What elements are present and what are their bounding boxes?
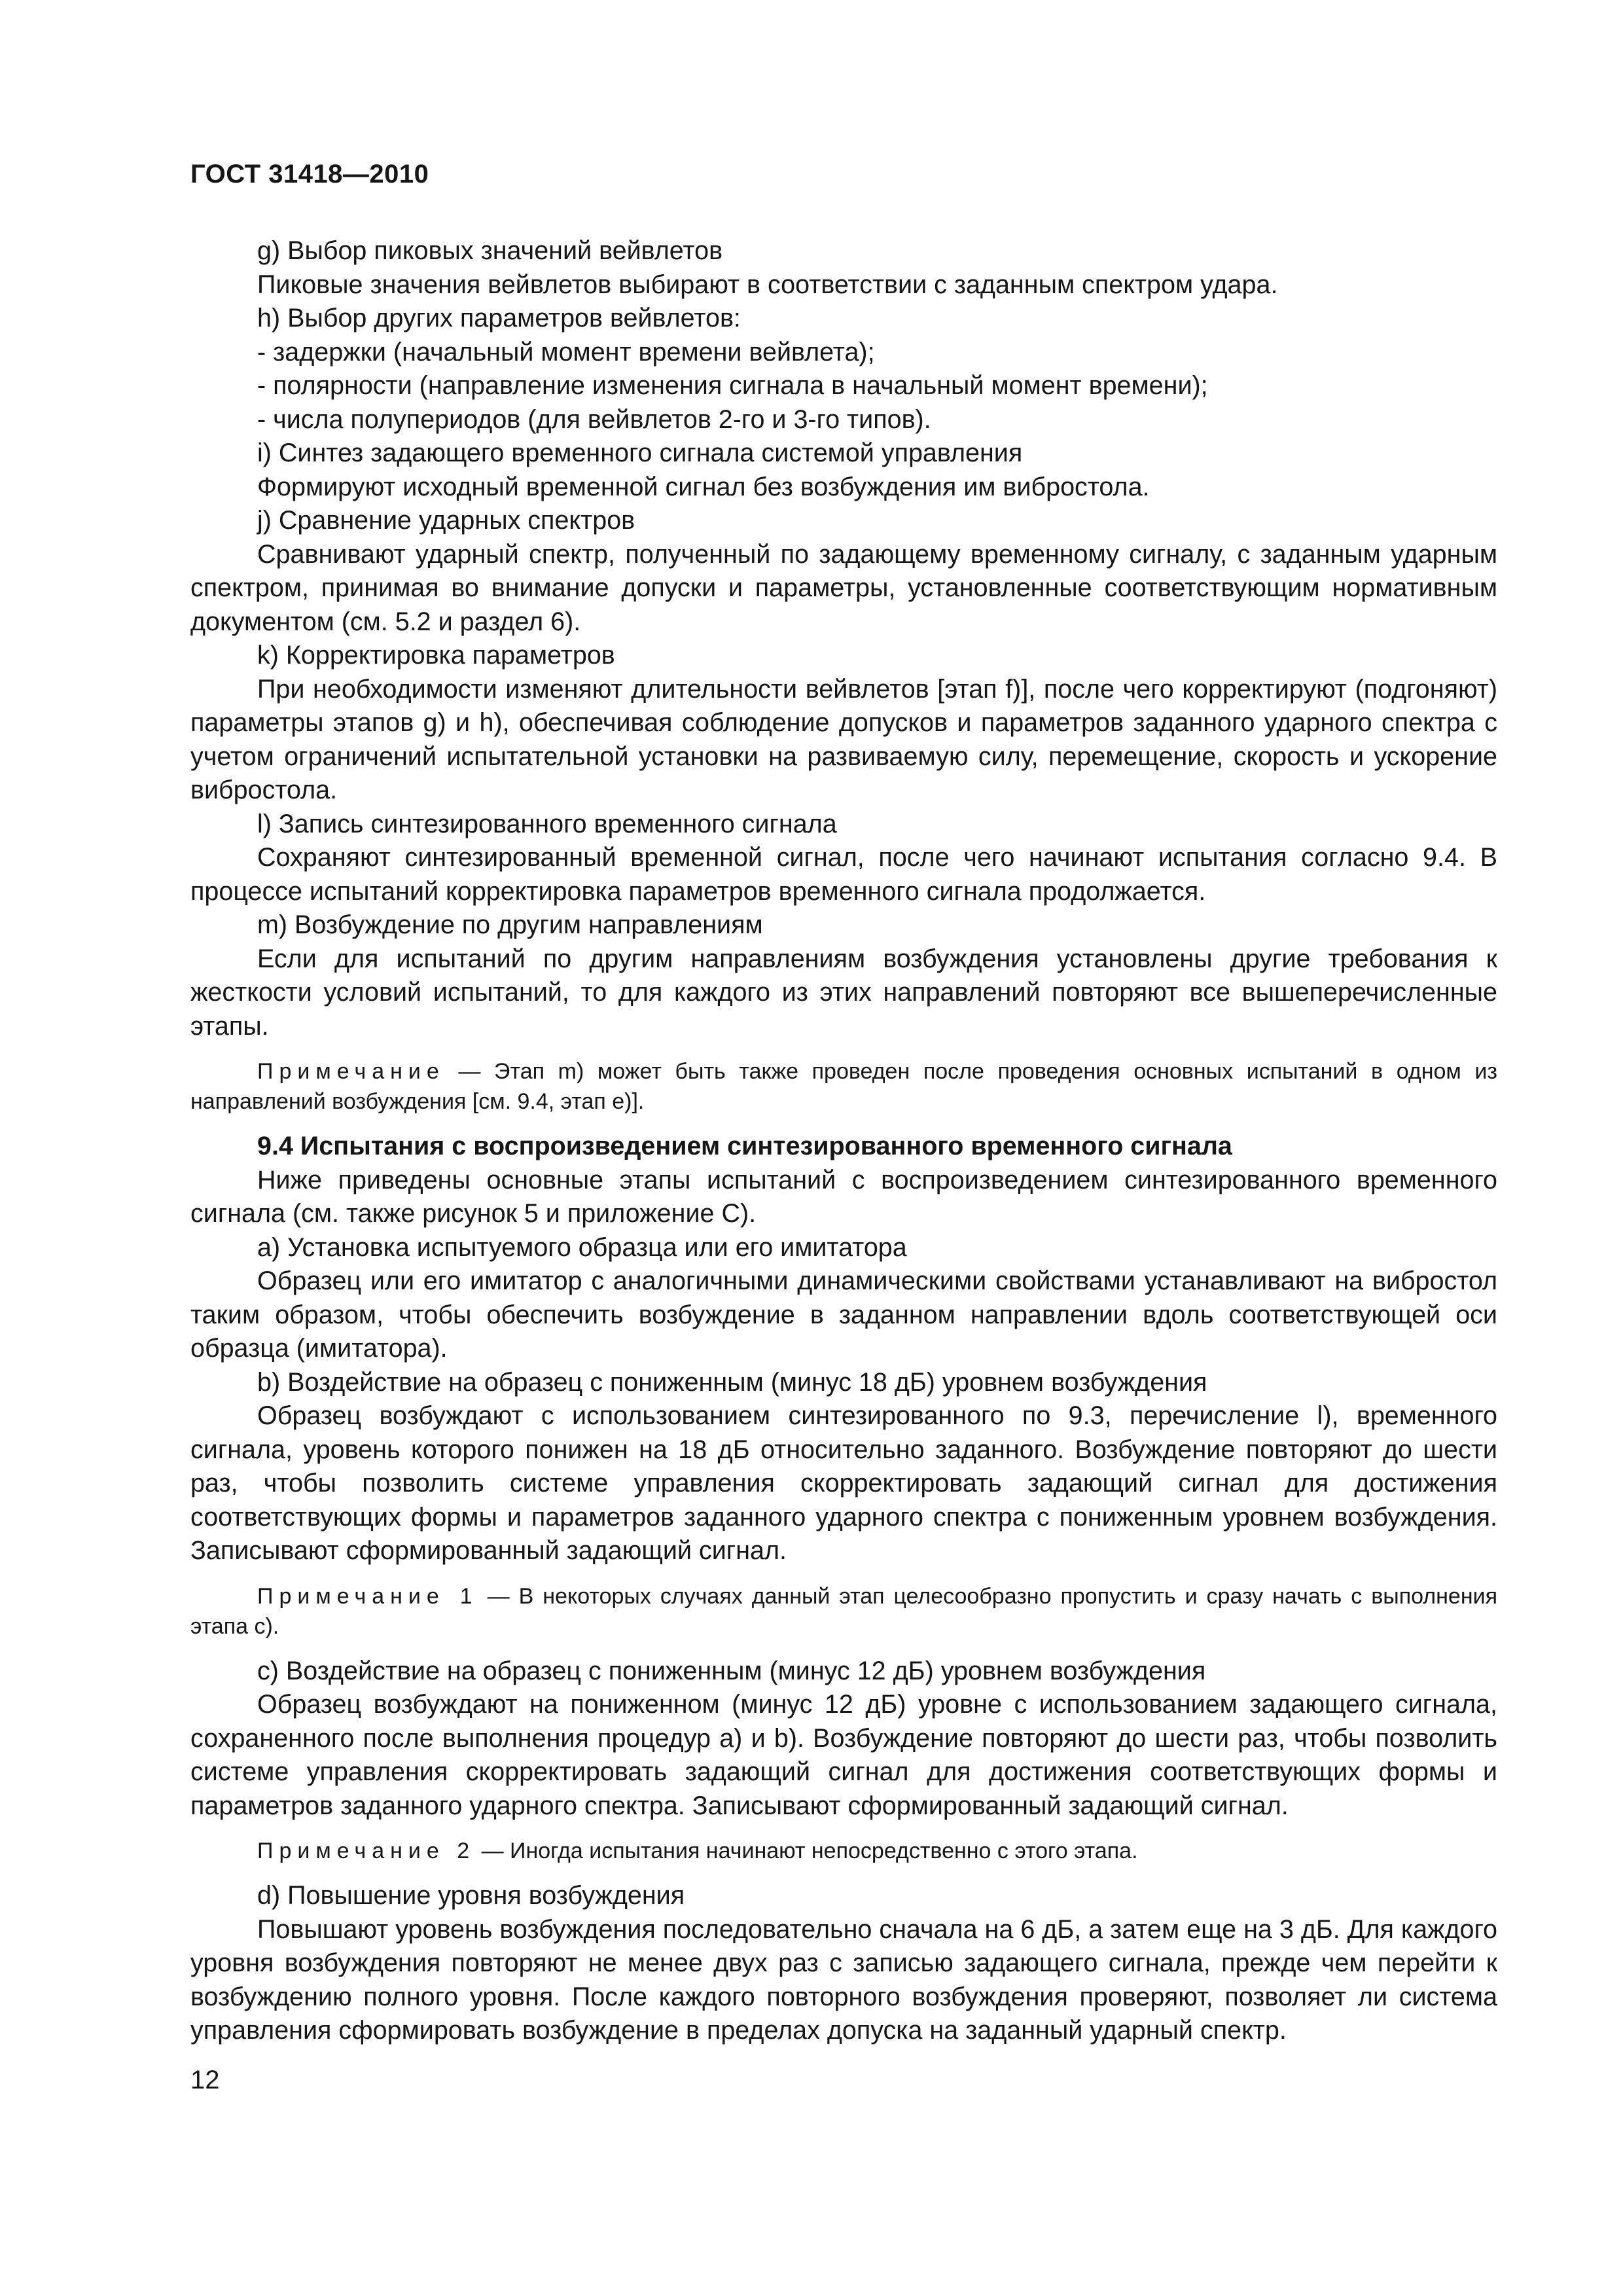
- paragraph: При необходимости изменяют длительности вейвлетов [этап f)], после чего корректируют (подгоняют) параметры этапов g) и h), обеспечивая соблюдение допусков и параметров заданного ударного спектра с учетом ограничений испытательной установки на развиваемую силу, перемещение, скорость и ускорение вибростола.: [190, 674, 1497, 804]
- note-text: — Иногда испытания начинают непосредственно с этого этапа.: [475, 1839, 1138, 1863]
- paragraph: Сохраняют синтезированный временной сигнал, после чего начинают испытания согласно 9.4. В процессе испытаний корректировка параметров временного сигнала продолжается.: [190, 843, 1497, 906]
- page-number: 12: [190, 2066, 220, 2094]
- note: [190, 1056, 1497, 1117]
- step-heading: c) Воздействие на образец с пониженным (минус 12 дБ) уровнем возбуждения: [257, 1656, 1206, 1685]
- step-heading: a) Установка испытуемого образца или его имитатора: [257, 1232, 907, 1262]
- document-code-header: ГОСТ 31418—2010: [190, 160, 429, 188]
- step-heading: d) Повышение уровня возбуждения: [257, 1881, 685, 1910]
- note: [190, 1836, 1497, 1866]
- note: [190, 1581, 1497, 1641]
- step-heading: g) Выбор пиковых значений вейвлетов: [257, 236, 723, 265]
- paragraph: Образец возбуждают на пониженном (минус 12 дБ) уровне с использованием задающего сигнала, сохраненного после выполнения процедур а) и b). Возбуждение повторяют до шести раз, чтобы позволить системе управления скорректировать задающий сигнал для достижения соответствующих формы и параметров заданного ударного спектра. Записывают сформированный задающий сигнал.: [190, 1690, 1497, 1820]
- note-text: — Этап m) может быть также проведен после проведения основных испытаний в одном из направлений возбуждения [см. 9.4, этап е)].: [190, 1059, 1497, 1114]
- paragraph: Ниже приведены основные этапы испытаний с воспроизведением синтезированного временного сигнала (см. также рисунок 5 и приложение С).: [190, 1165, 1497, 1228]
- note-label: Примечание 1: [257, 1583, 478, 1609]
- list-item: - числа полупериодов (для вейвлетов 2-го и 3-го типов).: [257, 404, 931, 434]
- note-text: — В некоторых случаях данный этап целесообразно пропустить и сразу начать с выполнения этапа с).: [190, 1583, 1497, 1639]
- paragraph: Пиковые значения вейвлетов выбирают в соответствии с заданным спектром удара.: [257, 270, 1278, 299]
- paragraph: Повышают уровень возбуждения последовательно сначала на 6 дБ, а затем еще на 3 дБ. Для каждого уровня возбуждения повторяют не менее двух раз с записью задающего сигнала, прежде чем перейти к возбуждению полного уровня. После каждого повторного возбуждения проверяют, позволяет ли система управления сформировать возбуждение в пределах допуска на заданный ударный спектр.: [190, 1914, 1497, 2045]
- paragraph: Если для испытаний по другим направлениям возбуждения установлены другие требования к жесткости условий испытаний, то для каждого из этих направлений повторяют все вышеперечисленные этапы.: [190, 944, 1497, 1041]
- document-body: [190, 234, 1497, 2048]
- note-label: Примечание: [257, 1059, 445, 1084]
- paragraph: Образец или его имитатор с аналогичными динамическими свойствами устанавливают на вибростол таким образом, чтобы обеспечить возбуждение в заданном направлении вдоль соответствующей оси образца (имитатора).: [190, 1266, 1497, 1363]
- step-heading: k) Корректировка параметров: [257, 641, 615, 670]
- step-heading: l) Запись синтезированного временного сигнала: [257, 809, 837, 838]
- step-heading: j) Сравнение ударных спектров: [257, 506, 635, 535]
- step-heading: m) Возбуждение по другим направлениям: [257, 910, 763, 939]
- step-heading: i) Синтез задающего временного сигнала системой управления: [257, 439, 1023, 467]
- step-heading: h) Выбор других параметров вейвлетов:: [257, 304, 741, 332]
- section-title: 9.4 Испытания с воспроизведением синтезированного временного сигнала: [257, 1132, 1232, 1160]
- paragraph: Формируют исходный временной сигнал без возбуждения им вибростола.: [257, 472, 1150, 501]
- list-item: - задержки (начальный момент времени вейвлета);: [257, 337, 875, 367]
- paragraph: Сравнивают ударный спектр, полученный по задающему временному сигналу, с заданным ударным спектром, принимая во внимание допуски и параметры, установленные соответствующим нормативным документом (см. 5.2 и раздел 6).: [190, 539, 1497, 636]
- paragraph: Образец возбуждают с использованием синтезированного по 9.3, перечисление l), временного сигнала, уровень которого понижен на 18 дБ относительно заданного. Возбуждение повторяют до шести раз, чтобы позволить системе управления скорректировать задающий сигнал для достижения соответствующих формы и параметров заданного ударного спектра с пониженным уровнем возбуждения. Записывают сформированный задающий сигнал.: [190, 1401, 1497, 1565]
- note-label: Примечание 2: [257, 1839, 476, 1863]
- list-item: - полярности (направление изменения сигнала в начальный момент времени);: [257, 371, 1208, 400]
- step-heading: b) Воздействие на образец с пониженным (минус 18 дБ) уровнем возбуждения: [257, 1367, 1207, 1397]
